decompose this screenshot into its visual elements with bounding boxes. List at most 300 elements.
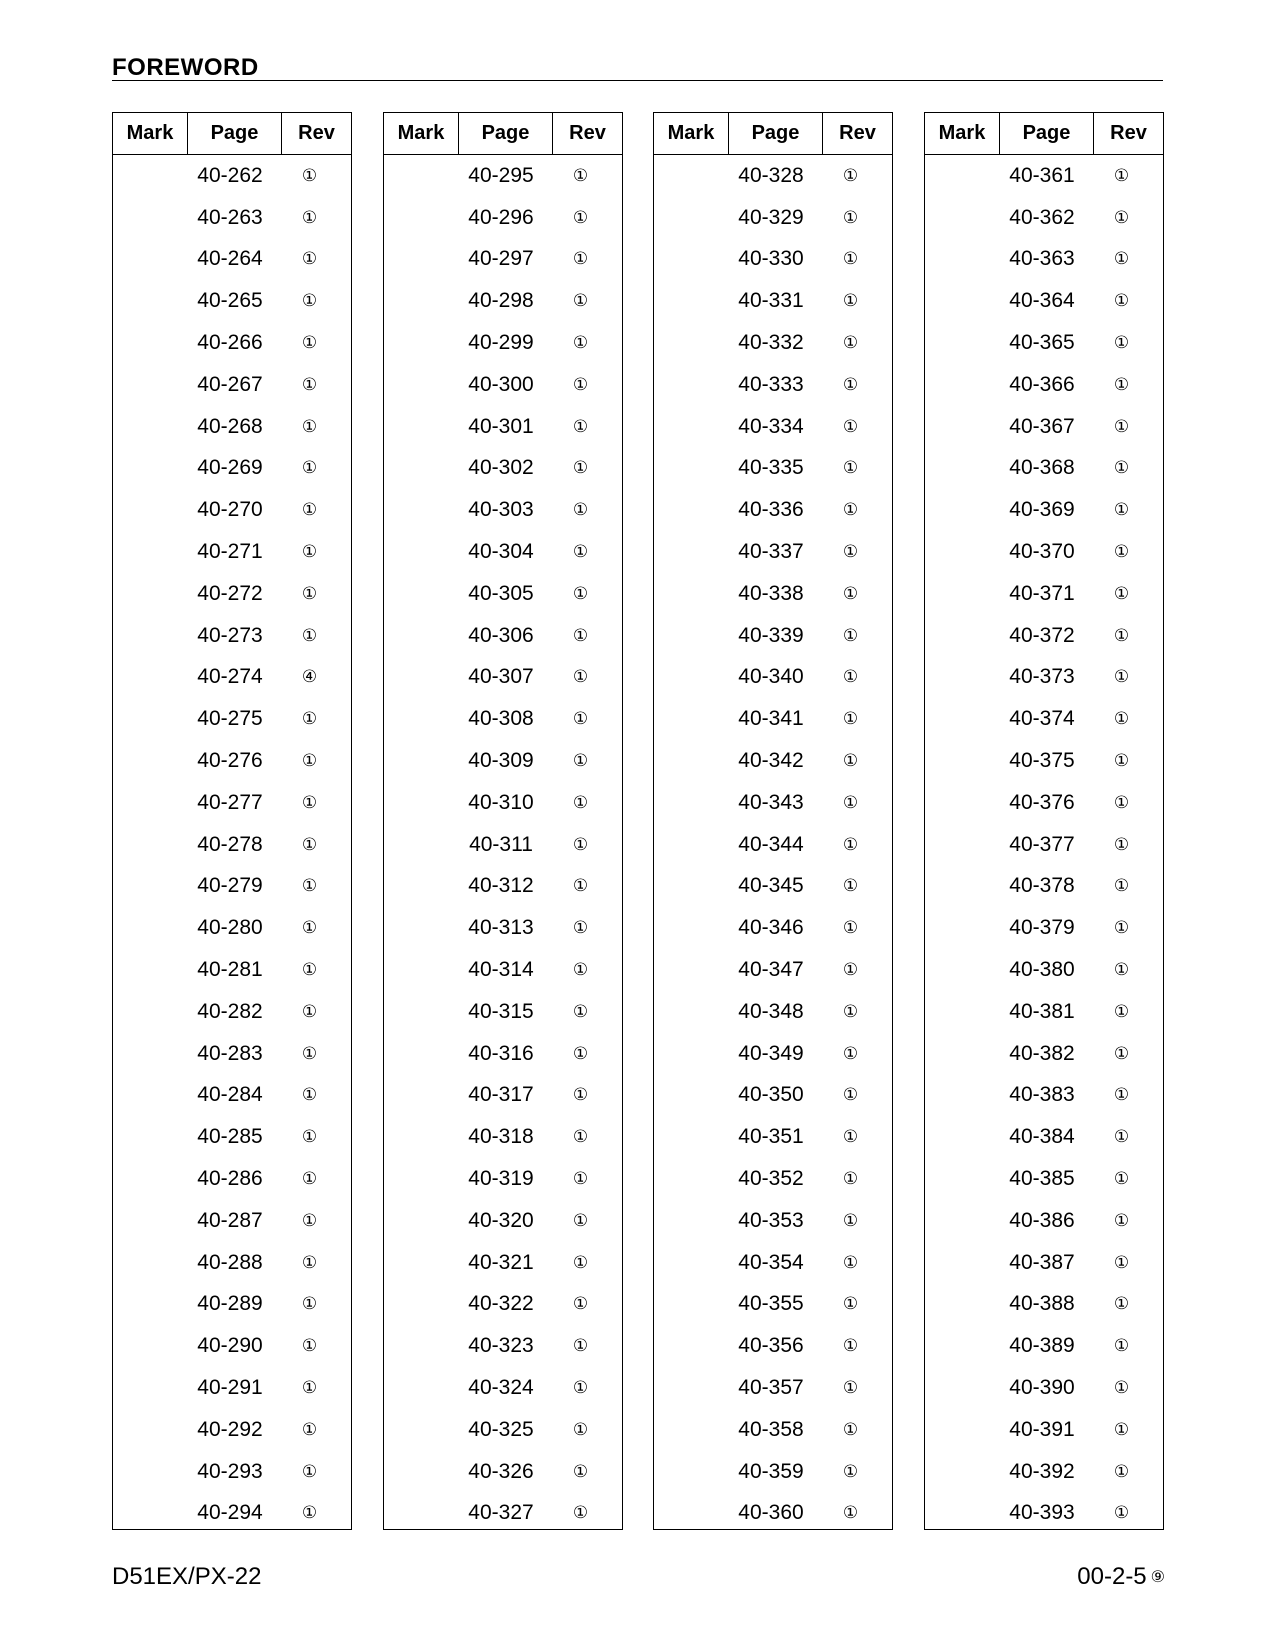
page-cell: 40-326 xyxy=(468,1459,534,1483)
rev-cell: ① xyxy=(572,1294,589,1314)
rev-cell: ① xyxy=(572,542,589,562)
page-cell: 40-354 xyxy=(738,1250,804,1274)
table-row xyxy=(654,740,892,782)
rev-cell: ① xyxy=(842,918,859,938)
rev-cell: ① xyxy=(572,165,589,185)
table-row xyxy=(654,1284,892,1326)
table-row xyxy=(113,1409,351,1451)
table-row xyxy=(384,364,622,406)
rev-cell: ① xyxy=(572,876,589,896)
page-cell: 40-287 xyxy=(197,1208,263,1232)
table-row xyxy=(384,280,622,322)
rev-cell: ① xyxy=(842,1001,859,1021)
page-cell: 40-263 xyxy=(197,205,263,229)
table-row xyxy=(113,1242,351,1284)
rev-cell: ① xyxy=(572,1336,589,1356)
page-cell: 40-377 xyxy=(1009,832,1075,856)
page-cell: 40-344 xyxy=(738,832,804,856)
header-rev: Rev xyxy=(569,122,606,144)
table-row xyxy=(654,1200,892,1242)
rev-cell: ① xyxy=(842,1252,859,1272)
rev-cell: ① xyxy=(301,876,318,896)
rev-cell: ① xyxy=(842,500,859,520)
header-page: Page xyxy=(1000,113,1094,154)
page-cell: 40-270 xyxy=(197,498,263,522)
page-cell: 40-334 xyxy=(738,414,804,438)
rev-cell: ① xyxy=(842,1336,859,1356)
rev-cell: ① xyxy=(1113,625,1130,645)
table-row xyxy=(113,1493,351,1535)
table-row xyxy=(113,1116,351,1158)
rev-cell: ① xyxy=(301,1085,318,1105)
rev-cell: ① xyxy=(572,1043,589,1063)
rev-cell: ① xyxy=(1113,1001,1130,1021)
table-row xyxy=(384,1200,622,1242)
rev-cell: ① xyxy=(572,834,589,854)
rev-cell: ① xyxy=(301,1001,318,1021)
rev-cell: ① xyxy=(301,458,318,478)
page-cell: 40-382 xyxy=(1009,1041,1075,1065)
page-cell: 40-340 xyxy=(738,665,804,689)
table-row xyxy=(113,991,351,1033)
page-cell: 40-262 xyxy=(197,163,263,187)
rev-cell: ① xyxy=(1113,834,1130,854)
page-cell: 40-275 xyxy=(197,707,263,731)
table-row xyxy=(113,1284,351,1326)
page-cell: 40-282 xyxy=(197,999,263,1023)
table-row xyxy=(925,615,1163,657)
table-row xyxy=(113,364,351,406)
rev-cell: ① xyxy=(572,625,589,645)
page-cell: 40-302 xyxy=(468,456,534,480)
page-cell: 40-284 xyxy=(197,1083,263,1107)
table-row xyxy=(384,740,622,782)
page-cell: 40-384 xyxy=(1009,1125,1075,1149)
page-cell: 40-280 xyxy=(197,916,263,940)
rev-cell: ① xyxy=(842,876,859,896)
page-cell: 40-267 xyxy=(197,372,263,396)
page-cell: 40-332 xyxy=(738,331,804,355)
rev-cell: ① xyxy=(842,751,859,771)
header-mark: Mark xyxy=(113,113,188,154)
table-row xyxy=(654,949,892,991)
table-row xyxy=(113,280,351,322)
rev-cell: ① xyxy=(1113,249,1130,269)
page-cell: 40-338 xyxy=(738,581,804,605)
rev-cell: ① xyxy=(842,960,859,980)
rev-cell: ① xyxy=(301,918,318,938)
table-row xyxy=(113,782,351,824)
page-cell: 40-365 xyxy=(1009,331,1075,355)
section-title: FOREWORD xyxy=(112,54,259,81)
page-cell: 40-342 xyxy=(738,749,804,773)
rev-cell: ① xyxy=(572,1503,589,1523)
table-row xyxy=(925,364,1163,406)
page-cell: 40-306 xyxy=(468,623,534,647)
rev-cell: ① xyxy=(1113,165,1130,185)
page-cell: 40-300 xyxy=(468,372,534,396)
rev-cell: ① xyxy=(842,333,859,353)
table-row xyxy=(654,907,892,949)
page-cell: 40-350 xyxy=(738,1083,804,1107)
rev-cell: ① xyxy=(1113,1461,1130,1481)
table-row xyxy=(113,322,351,364)
page-cell: 40-375 xyxy=(1009,749,1075,773)
rev-cell: ① xyxy=(842,1461,859,1481)
rev-cell: ① xyxy=(842,1419,859,1439)
rev-cell: ① xyxy=(1113,333,1130,353)
page-cell: 40-392 xyxy=(1009,1459,1075,1483)
rev-cell: ① xyxy=(842,1169,859,1189)
rev-cell: ① xyxy=(572,333,589,353)
page-cell: 40-370 xyxy=(1009,540,1075,564)
page-cell: 40-295 xyxy=(468,163,534,187)
rev-cell: ① xyxy=(572,751,589,771)
rev-cell: ① xyxy=(301,834,318,854)
table-row xyxy=(384,322,622,364)
rev-cell: ① xyxy=(1113,291,1130,311)
page-cell: 40-288 xyxy=(197,1250,263,1274)
table-row xyxy=(925,657,1163,699)
rev-cell: ① xyxy=(1113,458,1130,478)
table-row xyxy=(654,1075,892,1117)
rev-cell: ① xyxy=(301,1294,318,1314)
page-number-text: 00-2-5 xyxy=(1077,1563,1147,1590)
rev-cell: ① xyxy=(842,834,859,854)
table-row xyxy=(654,657,892,699)
rev-cell: ① xyxy=(572,960,589,980)
page-cell: 40-269 xyxy=(197,456,263,480)
rev-cell: ① xyxy=(572,500,589,520)
rev-cell: ① xyxy=(572,207,589,227)
table-row xyxy=(654,991,892,1033)
page-cell: 40-376 xyxy=(1009,790,1075,814)
page-cell: 40-305 xyxy=(468,581,534,605)
rev-cell: ① xyxy=(1113,207,1130,227)
header-mark: Mark xyxy=(384,113,459,154)
page-cell: 40-322 xyxy=(468,1292,534,1316)
table-row xyxy=(384,824,622,866)
table-row xyxy=(113,197,351,239)
page-cell: 40-374 xyxy=(1009,707,1075,731)
page-cell: 40-380 xyxy=(1009,958,1075,982)
rev-cell: ① xyxy=(1113,751,1130,771)
rev-cell: ① xyxy=(842,1043,859,1063)
table-row xyxy=(384,866,622,908)
header-page: Page xyxy=(188,113,282,154)
rev-cell: ① xyxy=(301,583,318,603)
rev-cell: ① xyxy=(1113,583,1130,603)
page-cell: 40-393 xyxy=(1009,1501,1075,1525)
page-cell: 40-388 xyxy=(1009,1292,1075,1316)
table-row xyxy=(925,1158,1163,1200)
table-row xyxy=(654,239,892,281)
page-cell: 40-290 xyxy=(197,1334,263,1358)
rev-cell: ① xyxy=(301,1252,318,1272)
table-row xyxy=(384,1409,622,1451)
rev-cell: ① xyxy=(301,374,318,394)
rev-cell: ① xyxy=(301,1503,318,1523)
page-cell: 40-325 xyxy=(468,1417,534,1441)
table-row xyxy=(925,1200,1163,1242)
page-cell: 40-386 xyxy=(1009,1208,1075,1232)
model-designation: D51EX/PX-22 xyxy=(112,1563,262,1590)
table-row xyxy=(113,866,351,908)
table-row xyxy=(113,1325,351,1367)
page-cell: 40-337 xyxy=(738,540,804,564)
table-row xyxy=(384,1367,622,1409)
rev-cell: ① xyxy=(301,709,318,729)
rev-cell: ① xyxy=(1113,1336,1130,1356)
page-cell: 40-348 xyxy=(738,999,804,1023)
table-row xyxy=(384,1075,622,1117)
rev-cell: ① xyxy=(842,458,859,478)
table-row xyxy=(384,531,622,573)
rev-cell: ① xyxy=(572,667,589,687)
table-row xyxy=(113,448,351,490)
table-row xyxy=(384,448,622,490)
rev-cell: ① xyxy=(842,709,859,729)
header-rev: Rev xyxy=(1110,122,1147,144)
rev-cell: ① xyxy=(1113,1252,1130,1272)
rev-cell: ① xyxy=(1113,709,1130,729)
table-row xyxy=(925,740,1163,782)
table-row xyxy=(384,1242,622,1284)
rev-cell: ① xyxy=(842,667,859,687)
table-row xyxy=(654,698,892,740)
table-row xyxy=(113,239,351,281)
page-cell: 40-387 xyxy=(1009,1250,1075,1274)
rev-cell: ① xyxy=(301,416,318,436)
page-cell: 40-315 xyxy=(468,999,534,1023)
table-row xyxy=(384,489,622,531)
rev-cell: ① xyxy=(1113,918,1130,938)
table-row xyxy=(925,1493,1163,1535)
table-row xyxy=(925,991,1163,1033)
table-row xyxy=(384,949,622,991)
table-row xyxy=(654,1367,892,1409)
page-cell: 40-352 xyxy=(738,1167,804,1191)
page-cell: 40-311 xyxy=(469,832,533,856)
table-row xyxy=(113,740,351,782)
page-cell: 40-353 xyxy=(738,1208,804,1232)
rev-cell: ① xyxy=(572,792,589,812)
rev-cell: ① xyxy=(1113,960,1130,980)
table-row xyxy=(654,1409,892,1451)
page-cell: 40-331 xyxy=(738,289,804,313)
header-mark: Mark xyxy=(654,113,729,154)
table-row xyxy=(925,322,1163,364)
revision-table-4 xyxy=(924,112,1164,1530)
page-cell: 40-345 xyxy=(738,874,804,898)
page-cell: 40-390 xyxy=(1009,1376,1075,1399)
table-row xyxy=(925,1033,1163,1075)
table-row xyxy=(925,239,1163,281)
page-cell: 40-292 xyxy=(197,1417,263,1441)
page-cell: 40-266 xyxy=(197,331,263,355)
rev-cell: ① xyxy=(572,709,589,729)
table-row xyxy=(384,1033,622,1075)
header-rev: Rev xyxy=(298,122,335,144)
page-cell: 40-286 xyxy=(197,1167,263,1191)
table-header xyxy=(654,113,892,155)
table-row xyxy=(925,1075,1163,1117)
rev-cell: ① xyxy=(301,1210,318,1230)
table-row xyxy=(113,949,351,991)
rev-cell: ① xyxy=(572,1127,589,1147)
page-cell: 40-268 xyxy=(197,414,263,438)
page-cell: 40-385 xyxy=(1009,1167,1075,1191)
table-row xyxy=(113,907,351,949)
page-cell: 40-265 xyxy=(197,289,263,313)
rev-cell: ① xyxy=(301,249,318,269)
header-rev: Rev xyxy=(839,122,876,144)
rev-cell: ④ xyxy=(301,667,318,687)
page-cell: 40-304 xyxy=(468,540,534,564)
rev-cell: ① xyxy=(301,1169,318,1189)
rev-cell: ① xyxy=(301,207,318,227)
rev-cell: ① xyxy=(572,1210,589,1230)
page-cell: 40-310 xyxy=(468,790,534,814)
page-cell: 40-264 xyxy=(197,247,263,271)
rev-cell: ① xyxy=(301,625,318,645)
table-row xyxy=(925,1367,1163,1409)
rev-cell: ① xyxy=(842,291,859,311)
page-cell: 40-367 xyxy=(1009,414,1075,438)
page-cell: 40-319 xyxy=(468,1167,534,1191)
table-row xyxy=(384,615,622,657)
table-row xyxy=(925,1409,1163,1451)
rev-cell: ① xyxy=(1113,1127,1130,1147)
page-cell: 40-324 xyxy=(468,1376,534,1399)
page-cell: 40-298 xyxy=(468,289,534,313)
table-row xyxy=(113,1158,351,1200)
page-cell: 40-278 xyxy=(197,832,263,856)
page-cell: 40-301 xyxy=(468,414,534,438)
page-cell: 40-303 xyxy=(468,498,534,522)
table-row xyxy=(384,573,622,615)
table-row xyxy=(654,1242,892,1284)
table-row xyxy=(925,1242,1163,1284)
page-cell: 40-360 xyxy=(738,1501,804,1525)
rev-cell: ① xyxy=(1113,792,1130,812)
page-cell: 40-299 xyxy=(468,331,534,355)
page-cell: 40-341 xyxy=(738,707,804,731)
header-page: Page xyxy=(729,113,823,154)
page-cell: 40-343 xyxy=(738,790,804,814)
table-row xyxy=(654,866,892,908)
header-mark: Mark xyxy=(925,113,1000,154)
page-cell: 40-293 xyxy=(197,1459,263,1483)
rev-cell: ① xyxy=(842,1210,859,1230)
table-row xyxy=(654,489,892,531)
page-cell: 40-363 xyxy=(1009,247,1075,271)
rev-cell: ① xyxy=(572,1169,589,1189)
table-row xyxy=(925,197,1163,239)
page-cell: 40-368 xyxy=(1009,456,1075,480)
rev-cell: ① xyxy=(301,542,318,562)
table-row xyxy=(925,406,1163,448)
table-row xyxy=(113,155,351,197)
rev-cell: ① xyxy=(1113,667,1130,687)
table-row xyxy=(925,949,1163,991)
table-row xyxy=(654,824,892,866)
table-row xyxy=(654,531,892,573)
rev-cell: ① xyxy=(1113,416,1130,436)
table-row xyxy=(113,1451,351,1493)
page-cell: 40-330 xyxy=(738,247,804,271)
page-cell: 40-389 xyxy=(1009,1334,1075,1358)
rev-cell: ① xyxy=(301,1336,318,1356)
rev-cell: ① xyxy=(842,249,859,269)
table-row xyxy=(654,406,892,448)
table-row xyxy=(654,1116,892,1158)
table-row xyxy=(384,657,622,699)
table-row xyxy=(925,907,1163,949)
table-row xyxy=(113,573,351,615)
rev-cell: ① xyxy=(572,1419,589,1439)
table-row xyxy=(113,489,351,531)
page-cell: 40-323 xyxy=(468,1334,534,1358)
table-header xyxy=(113,113,351,155)
revision-mark: ⑨ xyxy=(1150,1569,1165,1586)
rev-cell: ① xyxy=(842,792,859,812)
page-cell: 40-289 xyxy=(197,1292,263,1316)
rev-cell: ① xyxy=(572,1378,589,1397)
page-cell: 40-351 xyxy=(738,1125,804,1149)
page-cell: 40-355 xyxy=(738,1292,804,1316)
table-row xyxy=(925,531,1163,573)
table-row xyxy=(925,1284,1163,1326)
page-cell: 40-314 xyxy=(468,958,534,982)
rev-cell: ① xyxy=(572,416,589,436)
page-cell: 40-307 xyxy=(468,665,534,689)
page-cell: 40-276 xyxy=(197,749,263,773)
rev-cell: ① xyxy=(842,207,859,227)
table-row xyxy=(384,1158,622,1200)
rev-cell: ① xyxy=(301,751,318,771)
table-row xyxy=(925,698,1163,740)
rev-cell: ① xyxy=(572,249,589,269)
page-cell: 40-379 xyxy=(1009,916,1075,940)
table-row xyxy=(384,698,622,740)
table-row xyxy=(654,1493,892,1535)
page-cell: 40-373 xyxy=(1009,665,1075,689)
page-cell: 40-320 xyxy=(468,1208,534,1232)
page-cell: 40-356 xyxy=(738,1334,804,1358)
table-row xyxy=(925,155,1163,197)
page-cell: 40-313 xyxy=(468,916,534,940)
page-cell: 40-349 xyxy=(738,1041,804,1065)
rev-cell: ① xyxy=(1113,542,1130,562)
page-cell: 40-329 xyxy=(738,205,804,229)
title-rule xyxy=(112,80,1163,81)
page-cell: 40-371 xyxy=(1009,581,1075,605)
table-row xyxy=(384,406,622,448)
rev-cell: ① xyxy=(1113,1169,1130,1189)
rev-cell: ① xyxy=(301,960,318,980)
table-row xyxy=(384,1116,622,1158)
table-row xyxy=(113,1075,351,1117)
rev-cell: ① xyxy=(842,1127,859,1147)
rev-cell: ① xyxy=(572,1461,589,1481)
table-row xyxy=(654,1158,892,1200)
rev-cell: ① xyxy=(572,1001,589,1021)
page-cell: 40-357 xyxy=(738,1376,804,1399)
rev-cell: ① xyxy=(301,500,318,520)
page-cell: 40-274 xyxy=(197,665,263,689)
rev-cell: ① xyxy=(1113,1503,1130,1523)
